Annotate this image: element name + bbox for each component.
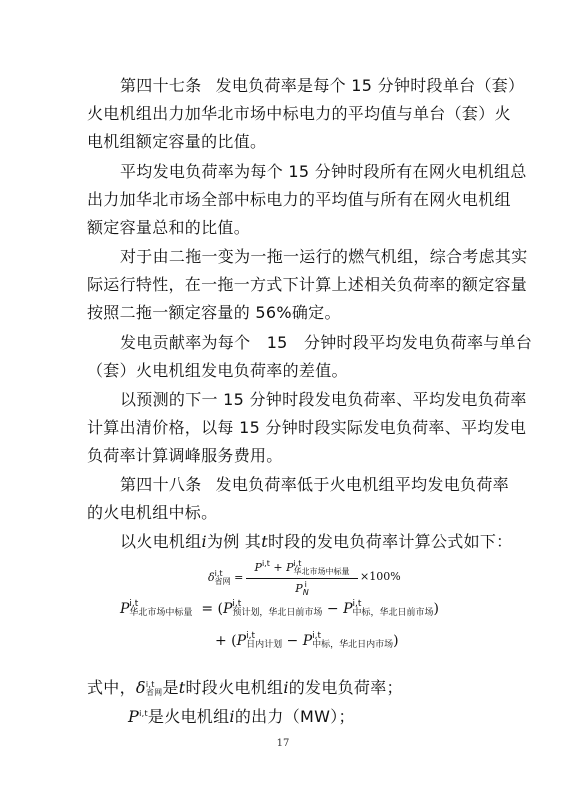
pricing-line1: 以预测的下一 15 分钟时段发电负荷率、平均发电负荷率 [120, 390, 527, 409]
article-47-line1: 发电负荷率是每个 15 分钟时段单台（套） [215, 76, 525, 95]
article-47-heading: 第四十七条 [120, 76, 202, 95]
average-rate-line1: 平均发电负荷率为每个 15 分钟时段所有在网火电机组总 [120, 162, 527, 181]
article-48-line2: 的火电机组中标。 [87, 503, 218, 522]
contribution-line2: （套）火电机组发电负荷率的差值。 [87, 361, 348, 380]
article-48-heading: 第四十八条 [120, 475, 202, 494]
example-var-i: i [201, 532, 207, 551]
formula1-numerator: P$^{i,t}$ + P i,t 华北市场中标量 [254, 559, 350, 576]
example-mid: 为例 其 [206, 532, 262, 551]
formula1-lhs: δ i,t 省网 = [208, 569, 244, 586]
gas-unit-line1: 对于由二拖一变为一拖一运行的燃气机组，综合考虑其实 [120, 247, 528, 266]
average-rate-line2: 出力加华北市场全部中标电力的平均值与所有在网火电机组 [87, 190, 511, 209]
where-delta-line: 式中，δ i,t 省网 是t时段火电机组i的发电负荷率； [87, 678, 403, 697]
pricing-paragraph [87, 386, 527, 470]
formula1-percent: ×100% [360, 570, 401, 583]
formula2-row2: + (P i,t 日内计划 − P i,t 中标，华北日内市场 ) [215, 631, 399, 650]
formula1-denominator: P i N [295, 580, 309, 597]
formula2-row1: P i,t 华北市场中标量 = (P i,t 预计划，华北日前市场 − P i,t 中标，华北日前市场 ) [120, 599, 439, 618]
contribution-paragraph [87, 329, 533, 385]
formula1-fraction-bar [246, 578, 358, 579]
example-paragraph [87, 528, 513, 556]
article-48-line1: 发电负荷率低于火电机组平均发电负荷率 [215, 475, 509, 494]
gas-unit-line3: 按照二拖一额定容量的 56%确定。 [87, 303, 341, 322]
pricing-line2: 计算出清价格，以每 15 分钟时段实际发电负荷率、平均发电 [87, 418, 527, 437]
contribution-line1: 发电贡献率为每个 15 分钟时段平均发电负荷率与单台 [120, 333, 533, 352]
article-47-line3: 电机组额定容量的比值。 [87, 132, 267, 151]
gas-unit-line2: 际运行特性，在一拖一方式下计算上述相关负荷率的额定容量 [87, 275, 528, 294]
article-47-paragraph [87, 72, 525, 156]
average-rate-paragraph [87, 158, 527, 242]
bid-volume-formula [120, 600, 500, 660]
gas-unit-paragraph [87, 243, 528, 327]
page-number: 17 [276, 738, 290, 749]
example-var-t: t [261, 532, 268, 551]
example-post: 时段的发电负荷率计算公式如下： [267, 532, 513, 551]
article-48-paragraph [87, 471, 509, 527]
pricing-line3: 负荷率计算调峰服务费用。 [87, 446, 283, 465]
average-rate-line3: 额定容量总和的比值。 [87, 218, 251, 237]
formula1-fraction [246, 560, 358, 597]
example-pre: 以火电机组 [120, 532, 202, 551]
where-output-line: P$^{i,t}$是火电机组i的出力（MW）； [128, 707, 355, 726]
article-47-line2: 火电机组出力加华北市场中标电力的平均值与单台（套）火 [87, 104, 511, 123]
